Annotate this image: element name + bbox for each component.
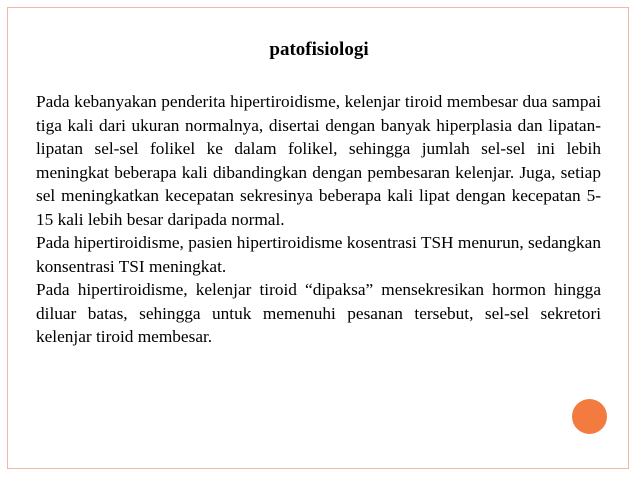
paragraph-2: Pada hipertiroidisme, pasien hipertiroidisme kosentrasi TSH menurun, sedangkan konsentrasi TSI meningkat. — [36, 233, 601, 276]
paragraph-3: Pada hipertiroidisme, kelenjar tiroid “dipaksa” mensekresikan hormon hingga diluar batas, sehingga untuk memenuhi pesanan tersebut, sel-sel sekretori kelenjar tiroid membesar. — [36, 280, 601, 346]
slide-title: patofisiologi — [269, 39, 369, 60]
decorative-orange-circle — [572, 399, 607, 434]
slide-body — [36, 90, 601, 349]
paragraph-1: Pada kebanyakan penderita hipertiroidisme, kelenjar tiroid membesar dua sampai tiga kali dari ukuran normalnya, disertai dengan banyak hiperplasia dan lipatan-lipatan sel-sel folikel ke dalam folikel, sehingga jumlah sel-sel ini lebih meningkat beberapa kali dibandingkan dengan pembesaran kelenjar. Juga, setiap sel meningkatkan kecepatan sekresinya beberapa kali lipat dengan kecepatan 5-15 kali lebih besar daripada normal. — [36, 92, 601, 229]
